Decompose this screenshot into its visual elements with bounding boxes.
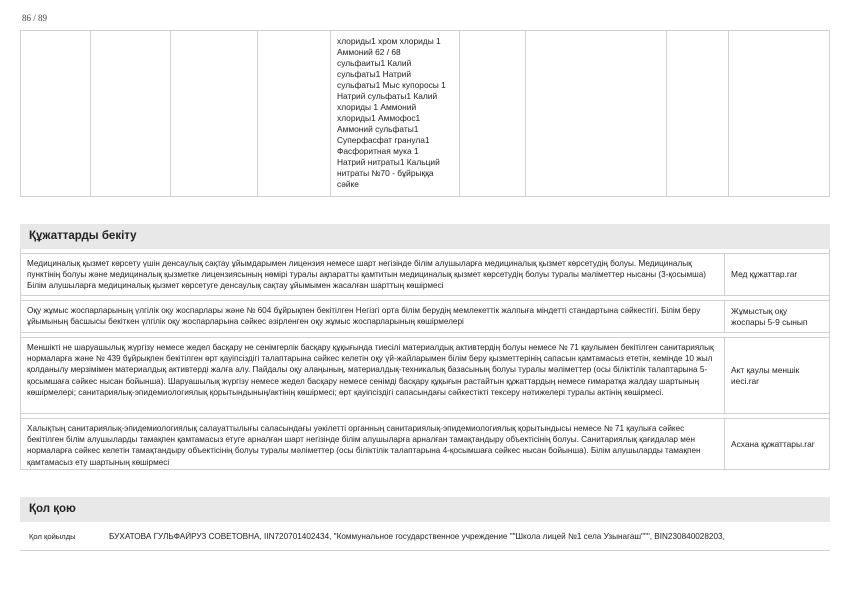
signing-section [20,497,830,551]
document-file-link[interactable]: Мед құжаттар.rar [731,269,798,279]
table-cell [171,31,258,196]
document-file-link[interactable]: Жұмыстық оқу жоспары 5-9 сынып [731,305,808,327]
chemicals-list: хлориды1 хром хлориды 1 Аммоний 62 / 68 сульфаиты1 Калий сульфаты1 Натрий сульфаты1 Мыс купоросы 1 Натрий сульфаты1 Калий хлориды 1 Аммоний хлориды1 Аммофос1 Аммоний сульфаты1 Суперфасфат гранула1 Фасфоритная мука 1 Натрий нитраты1 Кальций нитраты №70 - бұйрыққа сәйке [337,36,446,189]
page-number: 86 / 89 [22,13,48,23]
document-row [20,253,830,296]
table-cell [667,31,729,196]
table-cell [331,31,460,196]
table-cell [729,31,829,196]
section-title: Құжаттарды бекіту [20,224,830,249]
table-cell [460,31,526,196]
document-row [20,418,830,470]
signature-label: Қол қойылды [29,531,76,541]
signer-details: БУХАТОВА ГУЛЬФАЙРУЗ СОВЕТОВНА, IIN720701402434, "Коммунальное государственное учреждение ""Школа лицей №1 села Узынагаш""", BIN230840028203, [109,531,725,541]
document-file-link[interactable]: Асхана құжаттары.rar [731,438,815,449]
table-cell [258,31,331,196]
document-row [20,337,830,414]
section-title: Қол қою [20,497,830,522]
table-cell [526,31,667,196]
document-description: Халықтың санитариялық-эпидемиологиялық салауаттылығы саласындағы уәкілетті органның санитариялық-эпидемиологиялық қорытындысы немесе № 71 қаулыға сәйкес бекітілген білім алушыларды тамақпен қамтамасыз етуге арналған шарт негізінде білім алушыларға арналған тамақтандыру объектісінің болуы. Санитариялық қағидалар мен нормаларға сәйкес келетін тамақтандыру объектісінің болуы туралы мәліметтер (осы біліктілік талаптарына 4-қосымшаға сәйкес нысан бойынша). Білім алушыларды тамақпен қамтамасыз ету шартының көшірмесі [21,419,725,469]
document-row [20,300,830,333]
table-cell [21,31,91,196]
signature-row [20,522,830,551]
document-file-link[interactable]: Акт қаулы меншік иесі.rar [731,364,800,386]
documents-section [20,224,830,470]
continued-table [20,30,830,197]
document-description: Оқу жұмыс жоспарларының үлгілік оқу жоспарлары және № 604 бұйрықпен бекітілген Негізгі орта білім берудің мемлекеттік жалпыға міндетті стандартына сәйкестігі. Білім беру ұйымының басшысы бекіткен үлгілік оқу жоспарларына сәйкес әзірленген оқу жұмыс жоспарларының көшірмелері [21,301,725,332]
table-cell [91,31,171,196]
document-description: Медициналық қызмет көрсету үшін денсаулық сақтау ұйымдарымен лицензия немесе шарт негізінде білім алушыларға медициналық қызмет көрсетудің болуы. Медициналық пунктінің болуы және медициналық қызметке лицензиясының нөмірі туралы ақпаратты қамтитын медициналық қызмет көрсетудің болуы туралы мәліметтер нысаны (3-қосымша) Білім алушыларға медициналық қызмет көрсетуге денсаулық сақтау ұйымымен жасалған шарттың көшірмесі [21,254,725,295]
document-description: Меншікті не шаруашылық жүргізу немесе жедел басқару не сенімгерлік басқару құқығында тиесілі материалдық активтердің болуы немесе № 71 қаулымен бекітілген санитариялық нормаларға және № 439 бұйрықпен бекітілген өрт қауіпсіздігі талаптарына сәйкес келетін оқу үй-жайларымен білім беру қызметтерінің сапасын қамтамасыз ететін, кемінде 10 жыл қолданылу мерзімімен материалдық активтерді жалға алу. Пайдалы оқу алаңының, материалдық-техникалық базасының болуы туралы мәліметтер (осы біліктілік талаптарына 5-қосымшаға сәйкес нысан бойынша). Шаруашылық жүргізу немесе жедел басқару немесе сенімді басқару құқығын растайтын құжаттардың немесе ғимаратқа жалдау шартының көшірмелері; санитариялық-эпидемиологиялық қорытындының/актінің көшірмесі; өрт қауіпсіздігі сапасындағы сәйкестікті тексеру нәтижелері туралы актінің көшірмесі. [21,338,725,413]
